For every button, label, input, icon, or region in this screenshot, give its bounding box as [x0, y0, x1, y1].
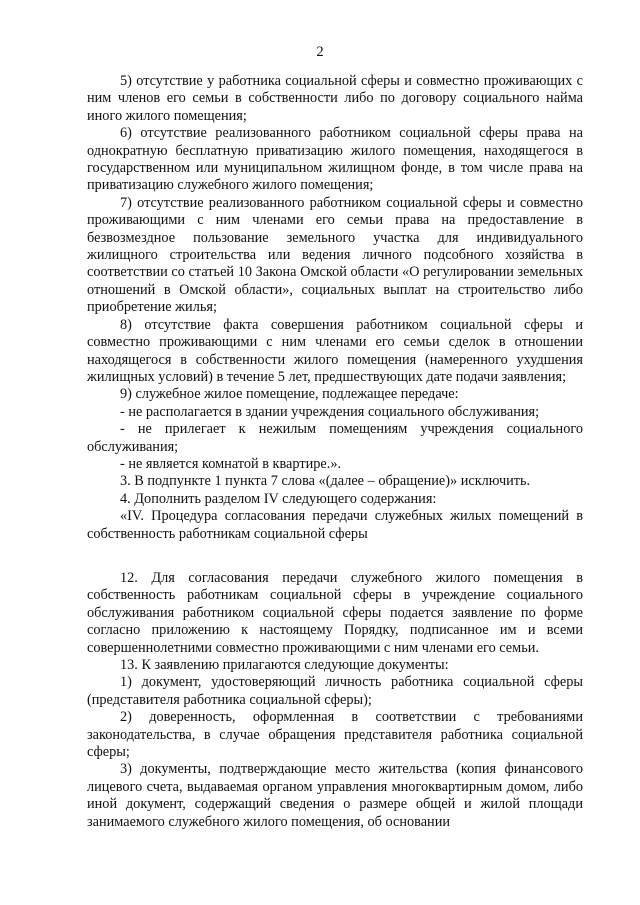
section-gap — [87, 543, 583, 570]
paragraph-bullet-3: - не является комнатой в квартире.». — [120, 455, 342, 472]
paragraph-point-3: 3. В подпункте 1 пункта 7 слова «(далее – обращение)» исключить. — [120, 473, 531, 490]
paragraph-item-6: 6) отсутствие реализованного работником социальной сферы права на однократную бесплатную приватизацию жилого помещения, находящегося в государственном или муниципальном жилищном фонде, в том числе права на приватизацию служебного жилого помещения; — [87, 125, 583, 194]
paragraph-item-7: 7) отсутствие реализованного работником социальной сферы и совместно проживающими с ним членами его семьи права на предоставление в безвозмездное пользование земельного участка для индивидуального жилищного строительства или ведения личного подсобного хозяйства в соответствии со статьей 10 Закона Омской области «О регулировании земельных отношений в Омской области», социальных выплат на строительство либо приобретение жилья; — [87, 194, 583, 316]
paragraph-12: 12. Для согласования передачи служебного жилого помещения в собственность работникам социальной сферы в учреждение социального обслуживания работником социальной сферы подается заявление по форме согласно приложению к настоящему Порядку, подписанное им и всеми совершеннолетними совместно проживающими с ним членами его семьи. — [87, 569, 583, 656]
paragraph-bullet-2: - не прилегает к нежилым помещениям учреждения социального обслуживания; — [87, 421, 583, 455]
paragraph-bullet-1: - не располагается в здании учреждения социального обслуживания; — [120, 403, 540, 420]
section-heading: «IV. Процедура согласования передачи служебных жилых помещений в собственность работникам социальной сферы — [87, 508, 583, 542]
paragraph-item-5: 5) отсутствие у работника социальной сферы и совместно проживающих с ним членов его семьи в собственности либо по договору социального найма иного жилого помещения; — [87, 73, 583, 124]
paragraph-13-3: 3) документы, подтверждающие место жительства (копия финансового лицевого счета, выдаваемая органом управления многоквартирным домом, либо иной документ, содержащий сведения о размере общей и жилой площади занимаемого служебного жилого помещения, об основании — [87, 761, 583, 830]
paragraph-item-9: 9) служебное жилое помещение, подлежащее передаче: — [120, 386, 459, 403]
page-number: 2 — [316, 44, 324, 60]
paragraph-point-4: 4. Дополнить разделом IV следующего содержания: — [120, 490, 437, 507]
paragraph-13-2: 2) доверенность, оформленная в соответствии с требованиями законодательства, в случае обращения представителя работника социальной сферы; — [87, 709, 583, 761]
paragraph-item-8: 8) отсутствие факта совершения работником социальной сферы и совместно проживающими с ним членами его семьи сделок в отношении находящегося в собственности жилого помещения (намеренного ухудшения жилищных условий) в течение 5 лет, предшествующих дате подачи заявления; — [87, 316, 583, 385]
document-body — [87, 73, 583, 831]
paragraph-13-1: 1) документ, удостоверяющий личность работника социальной сферы (представителя работника социальной сферы); — [87, 674, 583, 708]
paragraph-13: 13. К заявлению прилагаются следующие документы: — [120, 657, 449, 673]
